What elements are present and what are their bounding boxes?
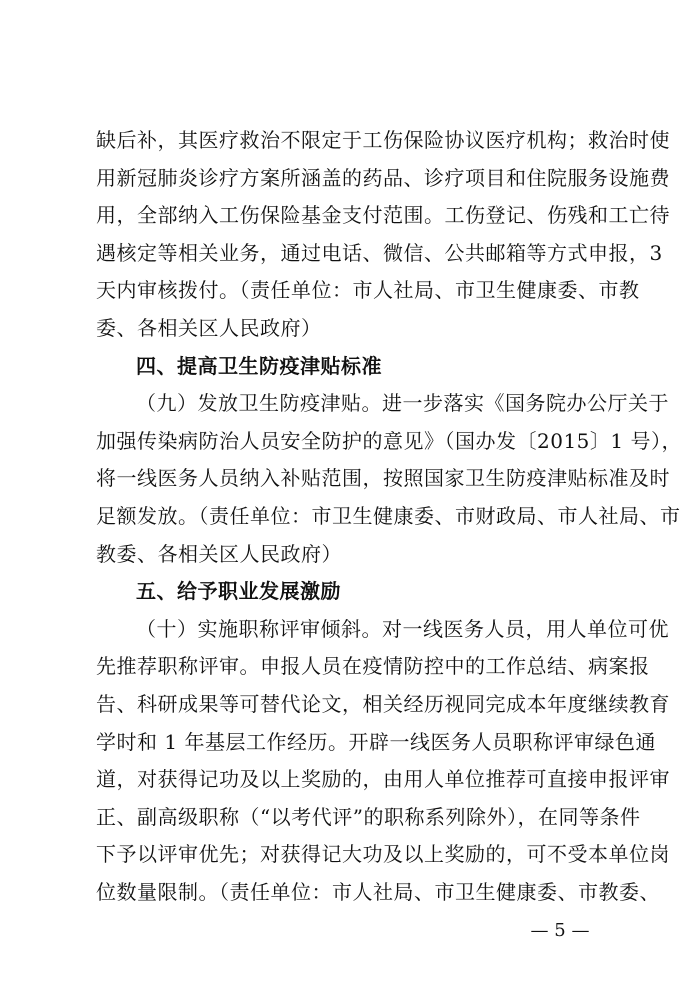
paragraph-line: 委、各相关区人民政府） xyxy=(96,316,322,340)
paragraph-line: （九）发放卫生防疫津贴。进一步落实《国务院办公厅关于 xyxy=(136,391,669,415)
paragraph-line: 学时和 1 年基层工作经历。开辟一线医务人员职称评审绿色通 xyxy=(96,730,656,754)
paragraph-line: （十）实施职称评审倾斜。对一线医务人员，用人单位可优 xyxy=(136,617,669,641)
paragraph-line: 缺后补，其医疗救治不限定于工伤保险协议医疗机构；救治时使 xyxy=(96,128,670,152)
paragraph-line: 加强传染病防治人员安全防护的意见》（国办发〔2015〕1 号）， xyxy=(96,429,682,453)
paragraph-line: 下予以评审优先；对获得记大功及以上奖励的，可不受本单位岗 xyxy=(96,842,670,866)
paragraph-line: 道，对获得记功及以上奖励的，由用人单位推荐可直接申报评审 xyxy=(96,767,670,791)
paragraph-line: 正、副高级职称（“以考代评”的职称系列除外），在同等条件 xyxy=(96,805,641,829)
paragraph-line: 足额发放。（责任单位：市卫生健康委、市财政局、市人社局、市 xyxy=(96,504,681,528)
section-heading: 五、给予职业发展激励 xyxy=(136,579,341,603)
paragraph-line: 先推荐职称评审。申报人员在疫情防控中的工作总结、病案报 xyxy=(96,654,650,678)
paragraph-line: 用新冠肺炎诊疗方案所涵盖的药品、诊疗项目和住院服务设施费 xyxy=(96,166,670,190)
page-number: — 5 — xyxy=(530,920,590,941)
paragraph-line: 遇核定等相关业务，通过电话、微信、公共邮箱等方式申报，3 xyxy=(96,241,663,265)
section-heading: 四、提高卫生防疫津贴标准 xyxy=(136,354,382,378)
paragraph-line: 教委、各相关区人民政府） xyxy=(96,542,342,566)
paragraph-line: 将一线医务人员纳入补贴范围，按照国家卫生防疫津贴标准及时 xyxy=(96,466,670,490)
paragraph-line: 天内审核拨付。（责任单位：市人社局、市卫生健康委、市教 xyxy=(96,278,640,302)
paragraph-line: 位数量限制。（责任单位：市人社局、市卫生健康委、市教委、 xyxy=(96,880,660,904)
paragraph-line: 用，全部纳入工伤保险基金支付范围。工伤登记、伤残和工亡待 xyxy=(96,203,670,227)
paragraph-line: 告、科研成果等可替代论文，相关经历视同完成本年度继续教育 xyxy=(96,692,670,716)
